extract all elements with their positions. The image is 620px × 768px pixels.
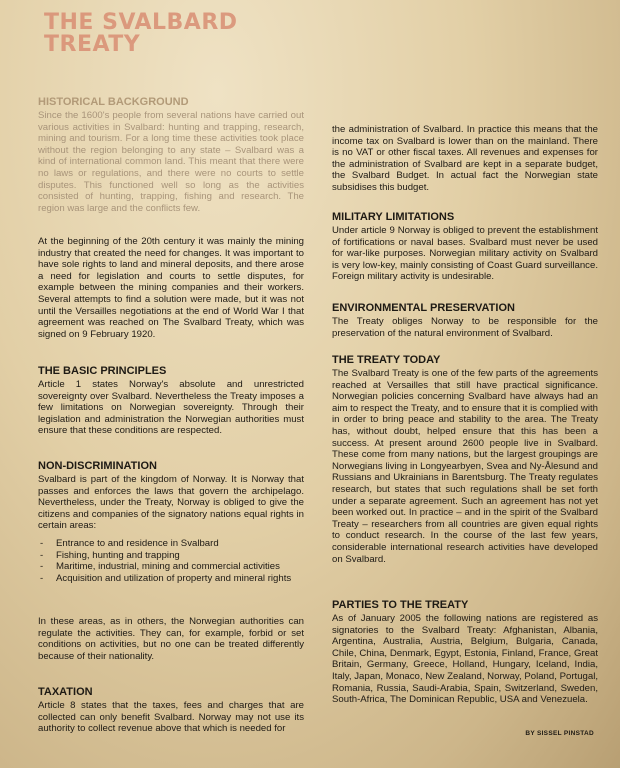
taxation-continued-paragraph: the administration of Svalbard. In practice this means that the income tax on Svalbard is lower than on the mainland. There is no VAT or other fiscal taxes. All revenues and expenses for the administration of Svalbard are kept in a separate budget, the Svalbard Budget. In actual fact the Norwegian state subsidises this budget. xyxy=(332,124,598,193)
taxation-heading: TAXATION xyxy=(38,686,93,698)
historical-paragraph-1: Since the 1600's people from several nations have carried out various activities in Svalbard: hunting and trapping, research, mining and tourism. For a long time these activities took place without the region belonging to any state – Svalbard was a kind of international common land. This meant that there were no laws or regulations, and there were no courts to settle disputes. This functioned well so long as the activities consisted of hunting, trapping, fishing and research. The region was large and the conflicts few. xyxy=(38,110,304,214)
list-item: - Maritime, industrial, mining and commercial activities xyxy=(38,561,291,573)
taxation-paragraph: Article 8 states that the taxes, fees and charges that are collected can only benefit Svalbard. Norway may not use its authority to collect revenue above that which is needed for xyxy=(38,700,304,735)
historical-paragraph-2: At the beginning of the 20th century it was mainly the mining industry that created the need for changes. It was important to have sole rights to land and mineral deposits, and there arose a need for legislation and courts to settle disputes, for example between the mining companies and their workers. Several attempts to find a solution were made, but it was not until the Versailles negotiations at the end of World War I that agreement was reached on The Svalbard Treaty, which was signed on 9 February 1920. xyxy=(38,236,304,340)
list-item: - Fishing, hunting and trapping xyxy=(38,550,291,562)
non-discrimination-heading: NON-DISCRIMINATION xyxy=(38,460,157,472)
poster-title: THE SVALBARD TREATY xyxy=(44,10,238,57)
list-item: - Acquisition and utilization of property and mineral rights xyxy=(38,573,291,585)
parties-paragraph: As of January 2005 the following nations are registered as signatories to the Svalbard Treaty: Afghanistan, Albania, Argentina, Australia, Austria, Belgium, Bulgaria, Canada, Chile, China, Denmark, Egypt, Estonia, Finland, France, Great Britain, Germany, Greece, Holland, Hungary, Iceland, India, Italy, Japan, Monaco, New Zealand, Norway, Poland, Portugal, Romania, Russia, Saudi-Arabia, Spain, Switzerland, Sweden, South-Africa, The Dominican Republic, USA and Venezuela. xyxy=(332,613,598,706)
treaty-today-paragraph: The Svalbard Treaty is one of the few parts of the agreements reached at Versailles that still have practical significance. Norwegian policies concerning Svalbard have always had an aim to respect the Treaty, and to ensure that it is complied with in order to bring peace and stability to the area. The Treaty has, without doubt, helped ensure that this has been a success. At present around 2600 people live in Svalbard. These come from many nations, but the largest groupings are Norwegians living in Longyearbyen, Svea and Ny-Ålesund and Russians and Ukrainians in Barentsburg. The Treaty regulates research, but states that such regulations shall be set forth under a separate agreement. Such an agreement has not yet been worked out. In practice – and in the spirit of the Svalbard Treaty – researchers from all countries are given equal rights to conduct research. In the course of the last few years, considerable international research activities have developed on Svalbard. xyxy=(332,368,598,565)
equal-rights-list xyxy=(38,538,291,584)
historical-heading: HISTORICAL BACKGROUND xyxy=(38,96,189,108)
parties-heading: PARTIES TO THE TREATY xyxy=(332,599,469,611)
military-paragraph: Under article 9 Norway is obliged to prevent the establishment of fortifications or naval bases. Svalbard must never be used for war-like purposes. Norwegian military activity on Svalbard is very low-key, mainly consisting of Coast Guard surveillance. Foreign military activity is undesirable. xyxy=(332,225,598,283)
author-credit: BY SISSEL PINSTAD xyxy=(525,730,594,737)
basic-principles-paragraph: Article 1 states Norway's absolute and unrestricted sovereignty over Svalbard. Nevertheless the Treaty imposes a few limitations on Norwegian sovereignty. Through their legislation and administration the Norwegian authorities must ensure that these conditions are respected. xyxy=(38,379,304,437)
basic-principles-heading: THE BASIC PRINCIPLES xyxy=(38,365,167,377)
environment-heading: ENVIRONMENTAL PRESERVATION xyxy=(332,302,515,314)
non-discrimination-closing: In these areas, as in others, the Norwegian authorities can regulate the activities. They can, for example, forbid or set conditions on activities, but no one can be treated differently because of their nationality. xyxy=(38,616,304,662)
treaty-today-heading: THE TREATY TODAY xyxy=(332,354,441,366)
list-item: - Entrance to and residence in Svalbard xyxy=(38,538,291,550)
environment-paragraph: The Treaty obliges Norway to be responsible for the preservation of the natural environment of Svalbard. xyxy=(332,316,598,339)
military-heading: MILITARY LIMITATIONS xyxy=(332,211,455,223)
non-discrimination-paragraph: Svalbard is part of the kingdom of Norway. It is Norway that passes and enforces the laws that govern the archipelago. Nevertheless, under the Treaty, Norway is obliged to give the citizens and companies of the signatory nations equal rights in certain areas: xyxy=(38,474,304,532)
